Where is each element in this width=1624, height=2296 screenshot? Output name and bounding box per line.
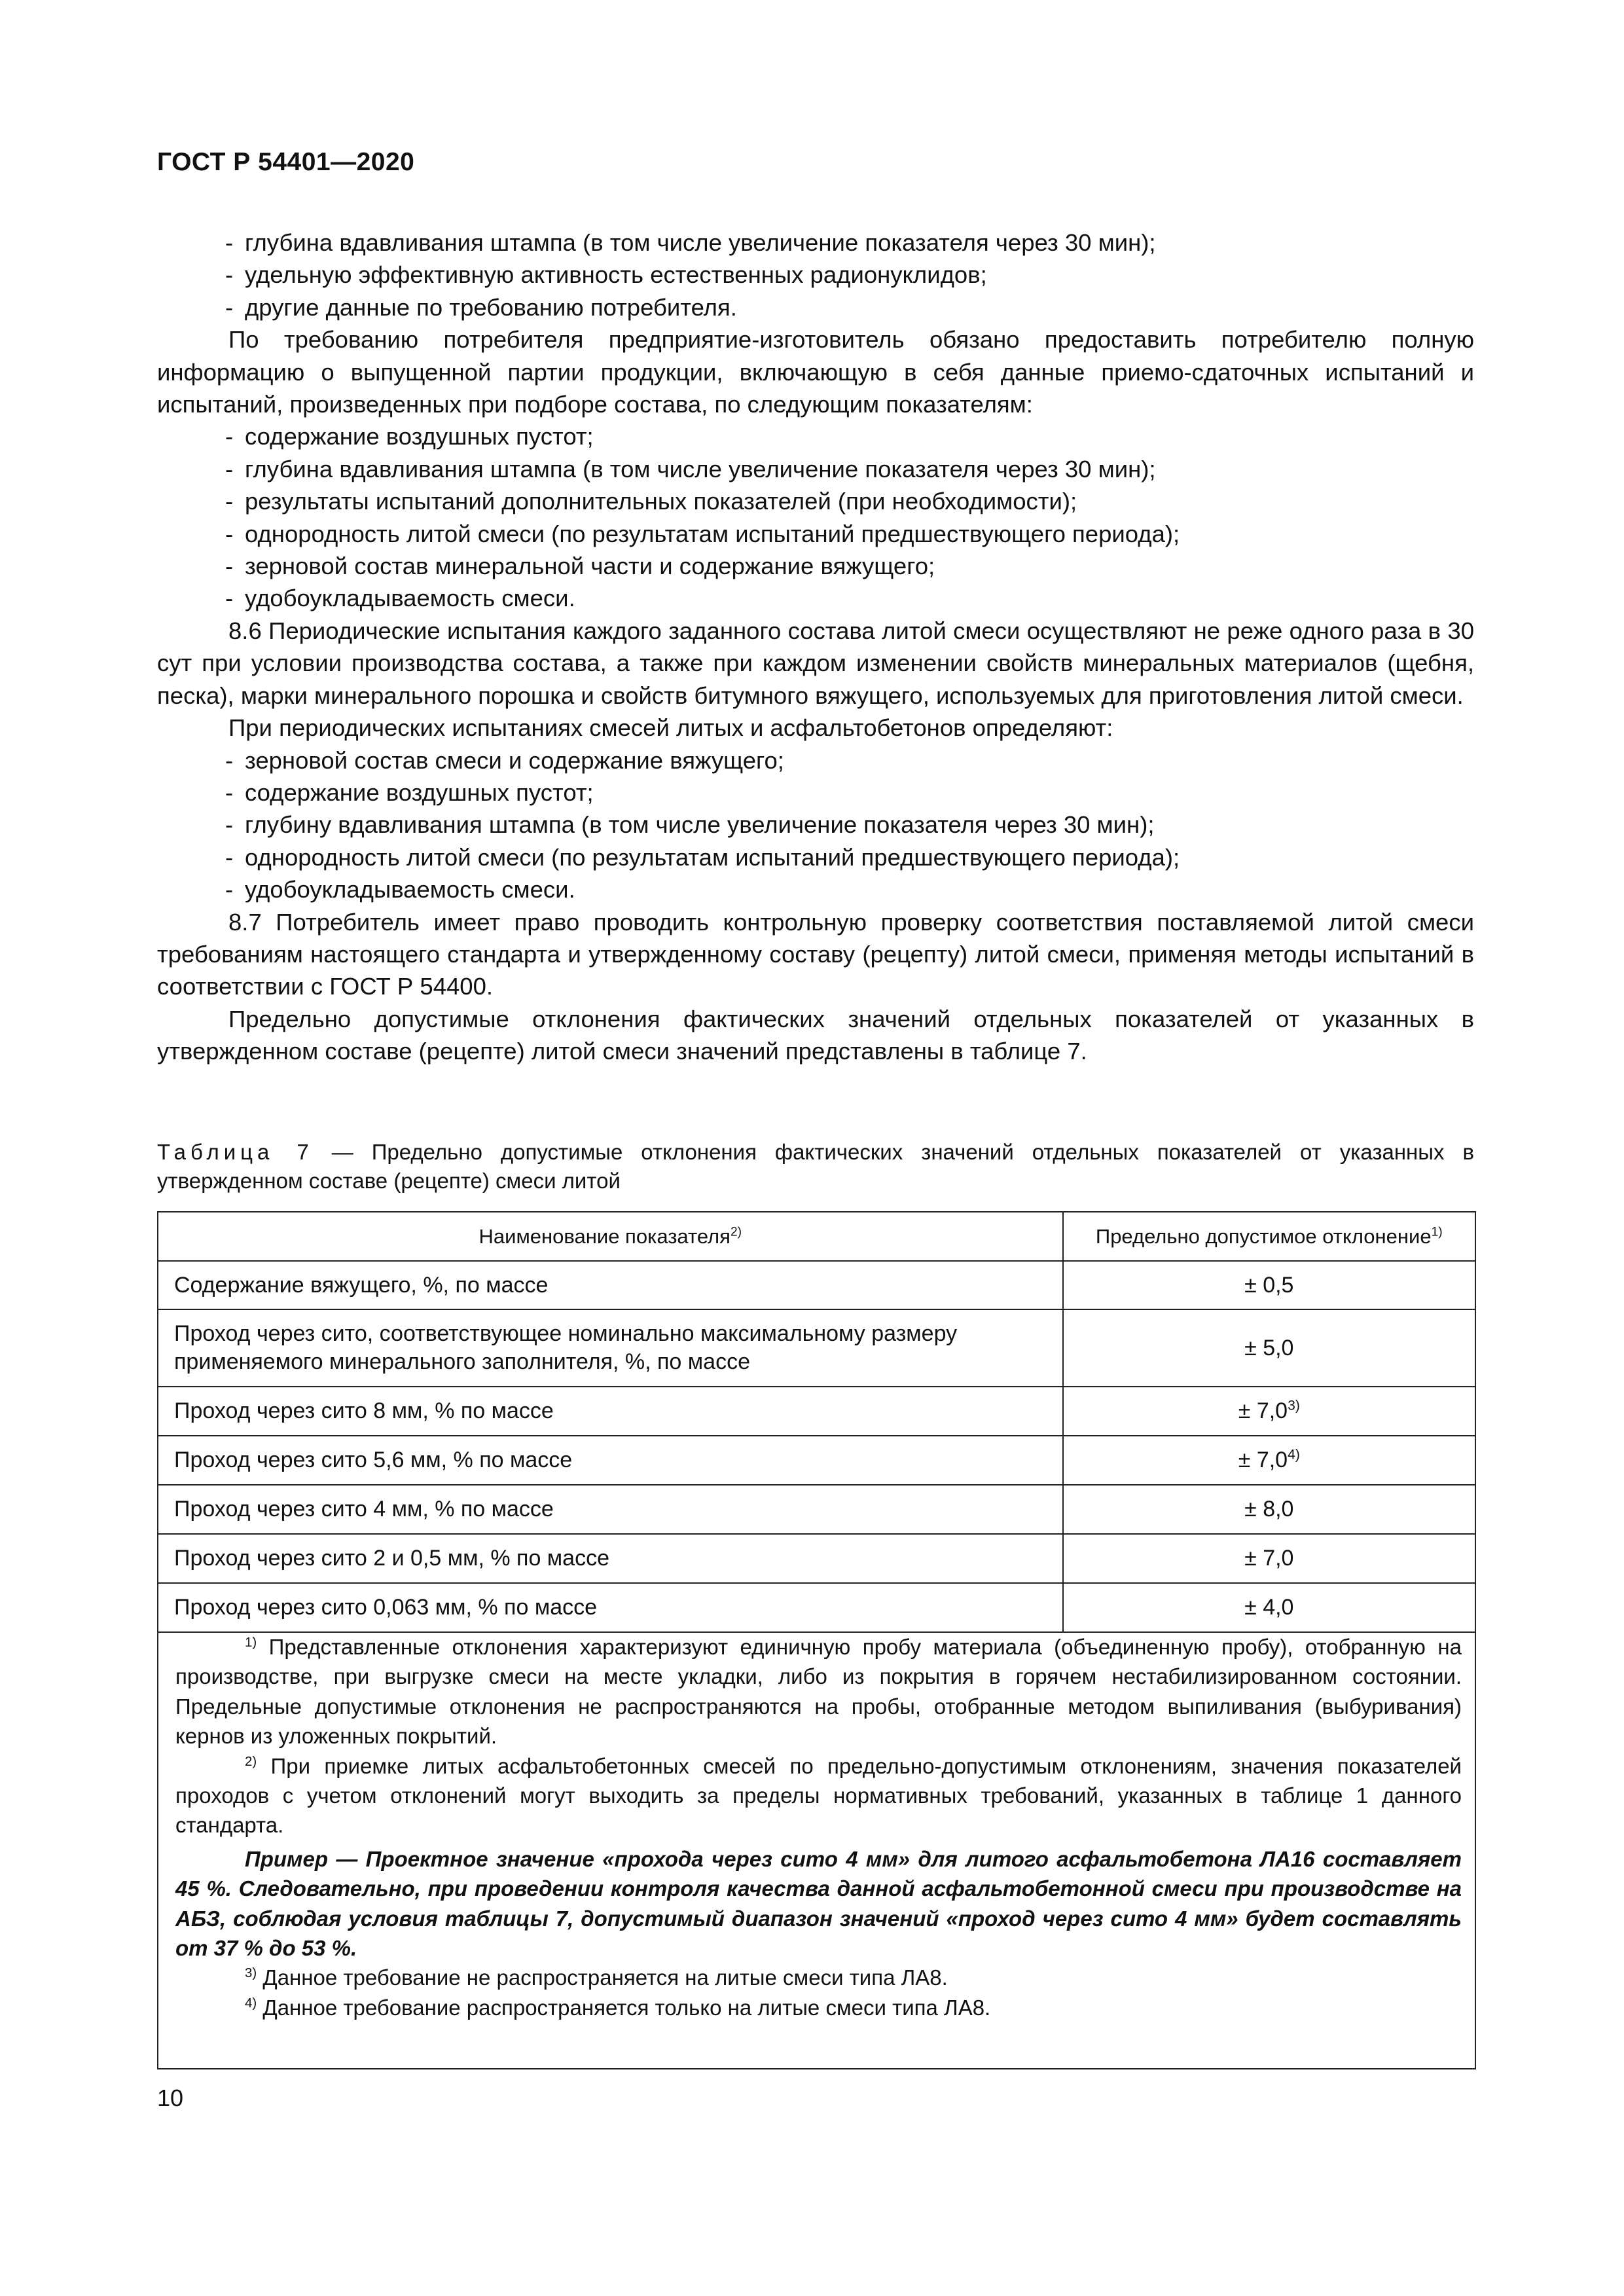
- table-row: [158, 1534, 1475, 1583]
- list-item: - содержание воздушных пустот;: [225, 778, 594, 806]
- list-item: - удельную эффективную активность естественных радионуклидов;: [225, 261, 987, 289]
- deviation-table: [157, 1211, 1476, 1633]
- paragraph: При периодических испытаниях смесей литых и асфальтобетонов определяют:: [228, 714, 1113, 742]
- header-allowed-deviation: Предельно допустимое отклонение$^{1)}$: [1063, 1212, 1475, 1261]
- indicator-name: Проход через сито 4 мм, % по массе: [158, 1485, 1063, 1534]
- indicator-name: Проход через сито, соответствующее номинально максимальному размеру применяемого минерального заполнителя, %, по массе: [158, 1309, 1063, 1387]
- footnote-mark: 1): [1431, 1225, 1443, 1239]
- list-item: - глубина вдавливания штампа (в том числе увеличение показателя через 30 мин);: [225, 455, 1156, 483]
- list-item: - другие данные по требованию потребителя.: [225, 293, 737, 321]
- indicator-name: Проход через сито 5,6 мм, % по массе: [158, 1436, 1063, 1485]
- example-note: Пример — Проектное значение «прохода через сито 4 мм» для литого асфальтобетона ЛА16 составляет 45 %. Следовательно, при проведении контроля качества данной асфальтобетонной смеси при производстве на АБЗ, соблюдая условия таблицы 7, допустимый диапазон значений «проход через сито 4 мм» будет составлять от 37 % до 53 %.: [175, 1846, 1462, 1961]
- deviation-value: ± $7,0^{3)}$: [1063, 1387, 1475, 1436]
- footnote-mark: 1): [245, 1635, 257, 1650]
- deviation-value: ± $7,0^{4)}$: [1063, 1436, 1475, 1485]
- deviation-value: ± 0,5: [1063, 1261, 1475, 1309]
- list-item: - зерновой состав смеси и содержание вяжущего;: [225, 746, 784, 774]
- list-item: - результаты испытаний дополнительных показателей (при необходимости);: [225, 488, 1077, 515]
- footnote-mark: 3): [1288, 1398, 1300, 1413]
- indicator-name: Проход через сито 0,063 мм, % по массе: [158, 1583, 1063, 1632]
- deviation-value: ± 5,0: [1063, 1309, 1475, 1387]
- indicator-name: Содержание вяжущего, %, по массе: [158, 1261, 1063, 1309]
- list-item: - удобоукладываемость смеси.: [225, 585, 575, 612]
- table-caption-label: Таблица 7: [157, 1140, 314, 1164]
- footnote-1: $^{1)}$ Представленные отклонения характеризуют единичную пробу материала (объединенную пробу), отобранную на производстве, при выгрузке смеси на месте укладки, либо из покрытия в горячем нестабилизированном состоянии. Предельные допустимые отклонения не распространяются на пробы, отобранные методом выпиливания (выбуривания) кернов из уложенных покрытий.: [175, 1635, 1462, 1749]
- deviation-value: ± 8,0: [1063, 1485, 1475, 1534]
- list-item: - глубина вдавливания штампа (в том числе увеличение показателя через 30 мин);: [225, 229, 1156, 256]
- header-indicator-name: Наименование показателя$^{2)}$: [158, 1212, 1063, 1261]
- table-caption-text: — Предельно допустимые отклонения фактических значений отдельных показателей от указанных в утвержденном составе (рецепте) смеси литой: [157, 1140, 1474, 1193]
- body-text: [157, 227, 1474, 1068]
- table-row: [158, 1309, 1475, 1387]
- table-header-row: [158, 1212, 1475, 1261]
- list-item: - однородность литой смеси (по результатам испытаний предшествующего периода);: [225, 520, 1180, 547]
- paragraph-8-7: 8.7 Потребитель имеет право проводить контрольную проверку соответствия поставляемой литой смеси требованиям настоящего стандарта и утвержденному составу (рецепту) литой смеси, применяя методы испытаний в соответствии с ГОСТ Р 54400.: [157, 908, 1474, 1000]
- footnote-mark: 4): [1288, 1447, 1300, 1463]
- indicator-name: Проход через сито 2 и 0,5 мм, % по массе: [158, 1534, 1063, 1583]
- table-footnotes: [157, 1623, 1476, 2069]
- list-item: - зерновой состав минеральной части и содержание вяжущего;: [225, 553, 935, 580]
- footnote-2: $^{2)}$ При приемке литых асфальтобетонных смесей по предельно-допустимым отклонениям, значения показателей проходов с учетом отклонений могут выходить за пределы нормативных требований, указанных в таблице 1 данного стандарта.: [175, 1753, 1462, 1838]
- list-item: - однородность литой смеси (по результатам испытаний предшествующего периода);: [225, 843, 1180, 871]
- footnote-mark: 3): [245, 1965, 257, 1981]
- table-row: [158, 1485, 1475, 1534]
- table-row: [158, 1387, 1475, 1436]
- paragraph: По требованию потребителя предприятие-изготовитель обязано предоставить потребителю полную информацию о выпущенной партии продукции, включающую в себя данные приемо-сдаточных испытаний и испытаний, произведенных при подборе состава, по следующим показателям:: [157, 326, 1474, 418]
- footnote-4: $^{4)}$ Данное требование распространяется только на литые смеси типа ЛА8.: [245, 1995, 991, 2020]
- deviation-value: ± 4,0: [1063, 1583, 1475, 1632]
- page-number: 10: [157, 2085, 184, 2111]
- indicator-name: Проход через сито 8 мм, % по массе: [158, 1387, 1063, 1436]
- list-item: - удобоукладываемость смеси.: [225, 876, 575, 903]
- table-caption: [157, 1138, 1474, 1195]
- footnote-mark: 2): [245, 1753, 257, 1769]
- paragraph: Предельно допустимые отклонения фактических значений отдельных показателей от указанных в утвержденном составе (рецепте) литой смеси значений представлены в таблице 7.: [157, 1005, 1474, 1065]
- footnote-mark: 2): [730, 1225, 742, 1239]
- paragraph-8-6: 8.6 Периодические испытания каждого заданного состава литой смеси осуществляют не реже одного раза в 30 сут при условии производства состава, а также при каждом изменении свойств минеральных материалов (щебня, песка), марки минерального порошка и свойств битумного вяжущего, используемых для приготовления литой смеси.: [157, 617, 1474, 709]
- deviation-value: ± 7,0: [1063, 1534, 1475, 1583]
- footnote-mark: 4): [245, 1995, 257, 2011]
- table-row: [158, 1261, 1475, 1309]
- document-code: ГОСТ Р 54401—2020: [157, 148, 415, 176]
- list-item: - глубину вдавливания штампа (в том числе увеличение показателя через 30 мин);: [225, 811, 1155, 839]
- footnote-3: $^{3)}$ Данное требование не распространяется на литые смеси типа ЛА8.: [245, 1965, 948, 1990]
- table-row: [158, 1436, 1475, 1485]
- list-item: - содержание воздушных пустот;: [225, 423, 594, 450]
